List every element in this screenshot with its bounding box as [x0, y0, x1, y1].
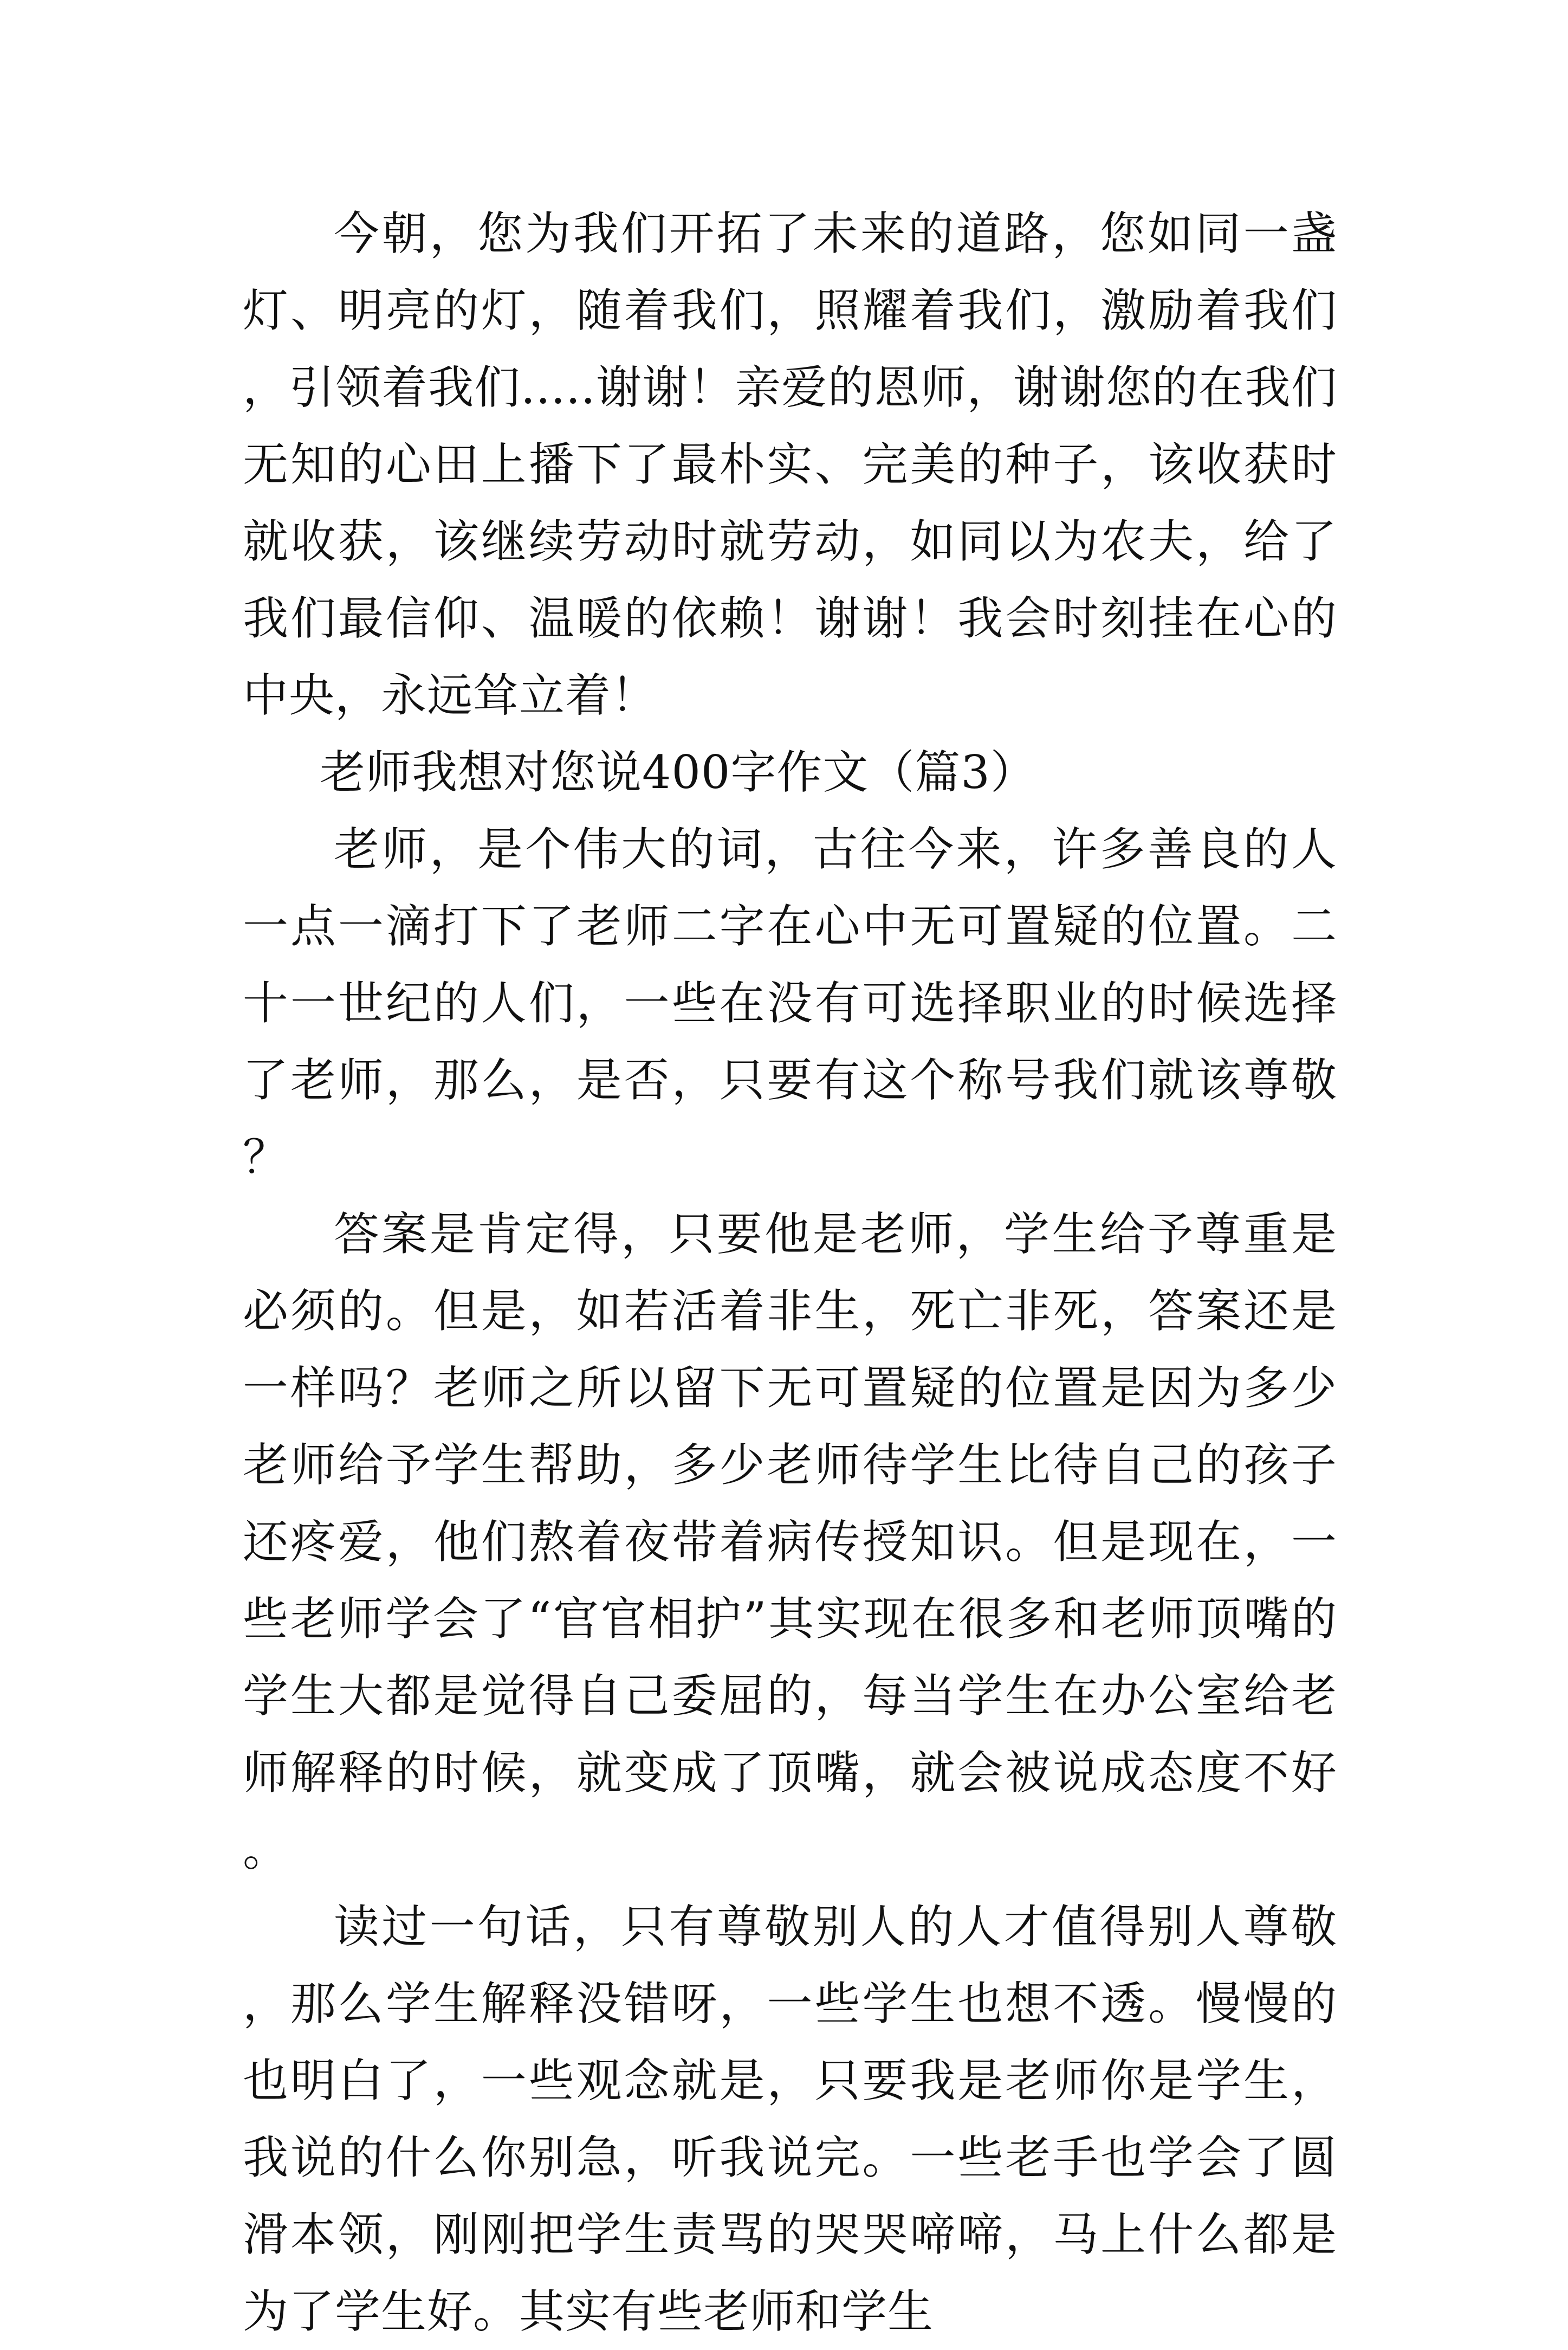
paragraph-intro: 今朝，您为我们开拓了未来的道路，您如同一盏灯、明亮的灯，随着我们，照耀着我们，激励着我们，引领着我们.....谢谢！亲爱的恩师，谢谢您的在我们无知的心田上播下了最朴实、完美的种子，该收获时就收获，该继续劳动时就劳动，如同以为农夫，给了我们最信仰、温暖的依赖！谢谢！我会时刻挂在心的中央，永远耸立着！ — [243, 207, 1337, 722]
section-title: 老师我想对您说400字作文（篇3） — [320, 746, 1036, 799]
paragraph-2: 答案是肯定得，只要他是老师，学生给予尊重是必须的。但是，如若活着非生，死亡非死，答案还是一样吗？老师之所以留下无可置疑的位置是因为多少老师给予学生帮助，多少老师待学生比待自己的孩子还疼爱，他们熬着夜带着病传授知识。但是现在，一些老师学会了“官官相护”其实现在很多和老师顶嘴的学生大都是觉得自己委屈的，每当学生在办公室给老师解释的时候，就变成了顶嘴，就会被说成态度不好。 — [243, 1208, 1337, 1876]
document-body — [243, 195, 1337, 2350]
paragraph-1: 老师，是个伟大的词，古往今来，许多善良的人一点一滴打下了老师二字在心中无可置疑的位置。二十一世纪的人们，一些在没有可选择职业的时候选择了老师，那么，是否，只要有这个称号我们就该尊敬？ — [243, 823, 1337, 1184]
paragraph-3: 读过一句话，只有尊敬别人的人才值得别人尊敬，那么学生解释没错呀，一些学生也想不透。慢慢的也明白了，一些观念就是，只要我是老师你是学生，我说的什么你别急，听我说完。一些老手也学会了圆滑本领，刚刚把学生责骂的哭哭啼啼，马上什么都是为了学生好。其实有些老师和学生 — [243, 1900, 1337, 2338]
